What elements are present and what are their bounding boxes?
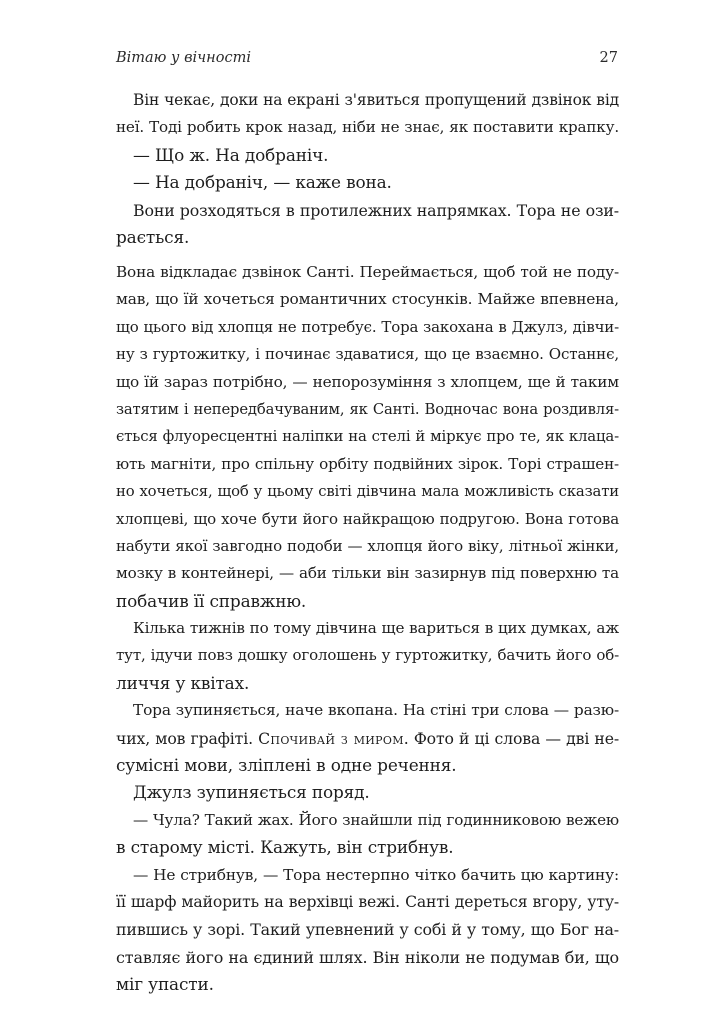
text-line: — Не стрибнув, — Тора нестерпно чітко бачить цю картину:: [133, 865, 619, 884]
text-line: ють магніти, про спільну орбіту подвійних зірок. Торі страшен-: [116, 454, 619, 473]
page-number: 27: [599, 50, 618, 66]
text-line: Вони розходяться в протилежних напрямках. Тора не ози-: [133, 200, 619, 220]
text-line: в старому місті. Кажуть, він стрибнув.: [116, 837, 454, 858]
text-line: Кілька тижнів по тому дівчина ще вариться в цих думках, аж: [133, 619, 619, 638]
text-line: її шарф майорить на верхівці вежі. Санті дереться вгору, уту-: [116, 892, 619, 911]
text-line: мозку в контейнері, — аби тільки він зазирнув під поверхню та: [116, 564, 619, 583]
text-line: побачив її справжню.: [116, 590, 307, 611]
text-line: набути якої завгодно подоби — хлопця його віку, літньої жінки,: [116, 536, 619, 555]
text-line: ється флуоресцентні наліпки на стелі й міркує про те, як клаца-: [116, 427, 619, 446]
text-line: — На добраніч, — каже вона.: [133, 172, 392, 193]
text-line-with-emphasis: [116, 725, 619, 752]
text-block-1: [116, 87, 619, 251]
text-segment: . Фото й ці слова — дві не-: [403, 728, 619, 748]
text-segment: чих, мов графіті.: [116, 728, 259, 748]
emphasized-phrase: Спочивай з миром: [258, 728, 404, 748]
text-line: сумісні мови, зліплені в одне речення.: [116, 755, 457, 776]
text-line: ну з гуртожитку, і починає здаватися, що це взаємно. Останнє,: [116, 345, 619, 364]
text-line: но хочеться, щоб у цьому світі дівчина мала можливість сказати: [116, 483, 619, 501]
text-line: мав, що їй хочеться романтичних стосунків. Майже впевнена,: [116, 290, 619, 309]
text-line: ставляє його на єдиний шлях. Він ніколи не подумав би, що: [116, 947, 619, 967]
text-line: рається.: [116, 226, 190, 247]
text-line: — Що ж. На добраніч.: [133, 144, 329, 165]
text-line: затятим і непередбачуваним, як Санті. Водночас вона роздивля-: [116, 400, 619, 418]
text-line: хлопцеві, що хоче бути його найкращою подругою. Вона готова: [116, 509, 619, 528]
text-line: Вона відкладає дзвінок Санті. Переймається, щоб той не поду-: [116, 263, 619, 281]
text-block-2: [116, 259, 619, 999]
running-title: Вітаю у вічності: [116, 50, 251, 66]
text-line: що їй зараз потрібно, — непорозуміння з хлопцем, ще й таким: [116, 372, 619, 391]
text-line: пившись у зорі. Такий упевнений у собі й у тому, що Бог на-: [116, 920, 619, 940]
text-line: міг упасти.: [116, 974, 214, 995]
text-line: — Чула? Такий жах. Його знайшли під годинниковою вежею: [133, 810, 619, 829]
text-line: що цього від хлопця не потребує. Тора закохана в Джулз, дівчи-: [116, 317, 619, 336]
text-line: тут, ідучи повз дошку оголошень у гуртожитку, бачить його об-: [116, 646, 619, 665]
text-line: Тора зупиняється, наче вкопана. На стіні три слова — разю-: [133, 701, 619, 720]
text-line: Джулз зупиняється поряд.: [133, 782, 370, 803]
text-line: Він чекає, доки на екрані з'явиться пропущений дзвінок від: [133, 91, 619, 109]
text-line: личчя у квітах.: [116, 672, 250, 693]
text-line: неї. Тоді робить крок назад, ніби не знає, як поставити крапку.: [116, 118, 619, 137]
